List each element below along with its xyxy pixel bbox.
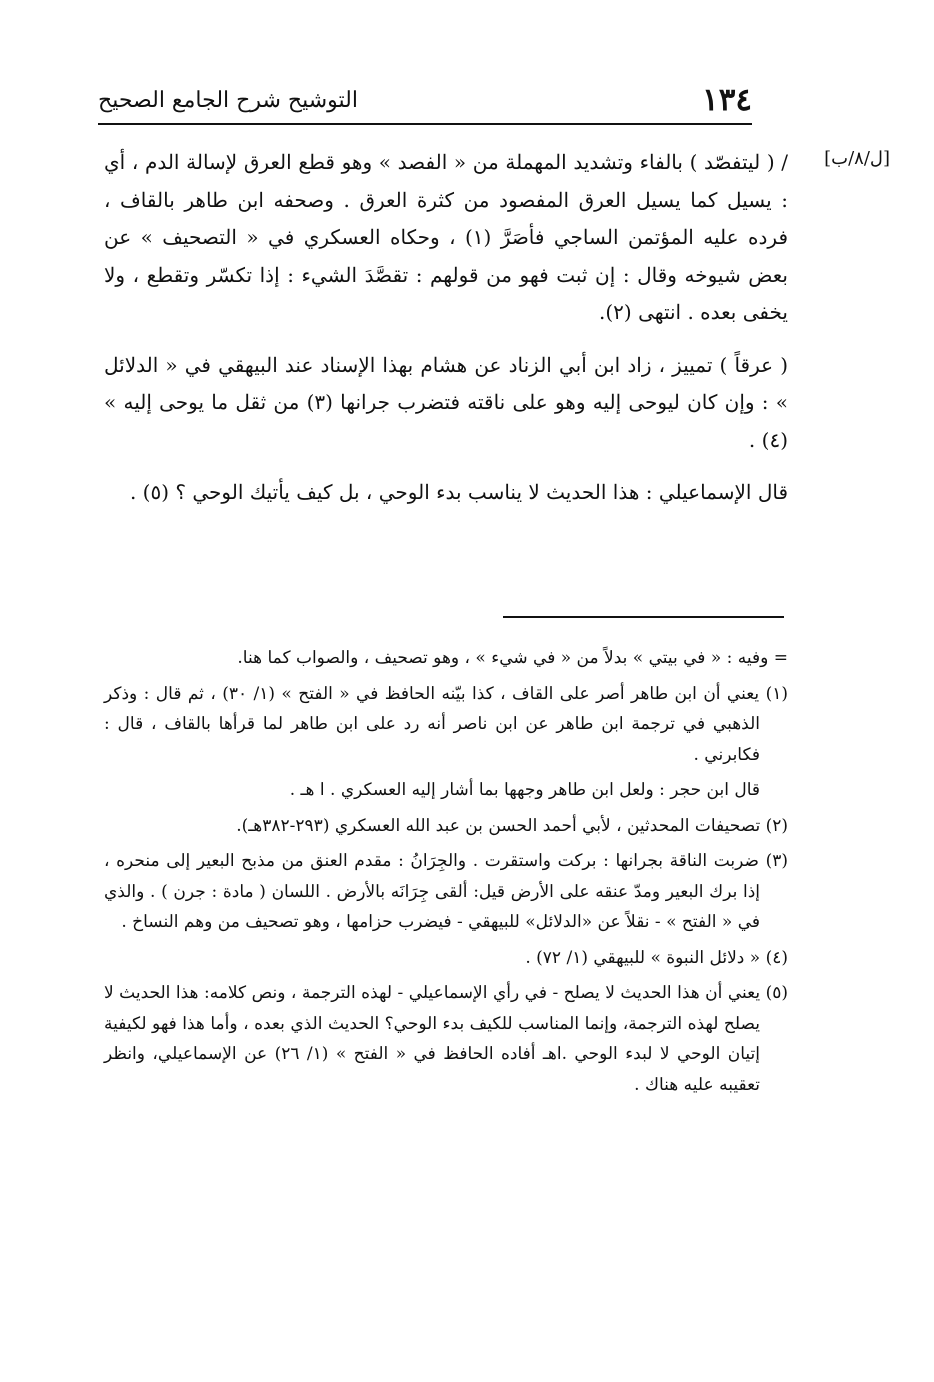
footnote-3: (٣) ضربت الناقة بجرانها : بركت واستقرت . والجِرَانُ : مقدم العنق من مذبح البعير إلى منحره ، إذا برك البعير ومدّ عنقه على الأرض قيل: ألقى جِرَانَه بالأرض . اللسان ( مادة : جرن ) . والذي في « الفتح » - نقلاً عن «الدلائل» للبيهقي - فيضرب حزامها ، وهو تصحيف من وهم النساخ . <box>104 851 788 932</box>
footnote-1-continued: قال ابن حجر : ولعل ابن طاهر وجهها بما أشار إليه العسكري . ا هـ . <box>289 780 760 800</box>
footnote-continuation: = وفيه : « في بيتي » بدلاً من « في شيء » ، وهو تصحيف ، والصواب كما هنا. <box>237 648 788 668</box>
page-header <box>98 78 752 122</box>
manuscript-folio-reference: [ل/٨/ب] <box>824 148 890 169</box>
page-number: ١٣٤ <box>702 82 752 118</box>
main-text <box>104 144 788 527</box>
paragraph: / ( ليتفصّد ) بالفاء وتشديد المهملة من « الفصد » وهو قطع العرق لإسالة الدم ، أي : يسيل كما يسيل العرق المفصود من كثرة العرق . وصحفه ابن طاهر بالقاف ، فرده عليه المؤتمن الساجي فأصَرَّ (١) ، وحكاه العسكري في « التصحيف » عن بعض شيوخه وقال : إن ثبت فهو من قولهم : تقصَّدَ الشيء : إذا تكسّر وتقطع ، ولا يخفى بعده . انتهى (٢). <box>104 150 789 324</box>
header-rule <box>98 123 752 125</box>
running-title: التوشيح شرح الجامع الصحيح <box>98 88 358 113</box>
footnote-separator <box>503 616 784 618</box>
paragraph: ( عرقاً ) تمييز ، زاد ابن أبي الزناد عن هشام بهذا الإسناد عند البيهقي في « الدلائل » : وإن كان ليوحى إليه وهو على ناقته فتضرب جرانها (٣) من ثقل ما يوحى إليه » (٤) . <box>104 352 788 452</box>
footnote-1: (١) يعني أن ابن طاهر أصر على القاف ، كذا بيّنه الحافظ في « الفتح » (١/ ٣٠) ، ثم قال : وذكر الذهبي في ترجمة ابن طاهر عن ابن ناصر أنه رد على ابن طاهر لما قرأها بالقاف ، قال : فكابرني . <box>104 683 788 765</box>
footnote-5: (٥) يعني أن هذا الحديث لا يصلح - في رأي الإسماعيلي - لهذه الترجمة ، ونص كلامه: هذا الحديث لا يصلح لهذه الترجمة، وإنما المناسب للكيف بدء الوحي؟ الحديث الذي بعده ، وأما هذا فهو لكيفية إتيان الوحي لا لبدء الوحي .اهـ أفاده الحافظ في « الفتح » (١/ ٢٦) عن الإسماعيلي، وانظر تعقيبه عليه هناك . <box>104 983 788 1095</box>
footnotes <box>104 643 788 1105</box>
footnote-4: (٤) « دلائل النبوة » للبيهقي (١/ ٧٢) . <box>525 947 788 968</box>
footnote-2: (٢) تصحيفات المحدثين ، لأبي أحمد الحسن بن عبد الله العسكري (٢٩٣-٣٨٢هـ). <box>236 815 788 836</box>
paragraph: قال الإسماعيلي : هذا الحديث لا يناسب بدء الوحي ، بل كيف يأتيك الوحي ؟ (٥) . <box>129 480 788 504</box>
